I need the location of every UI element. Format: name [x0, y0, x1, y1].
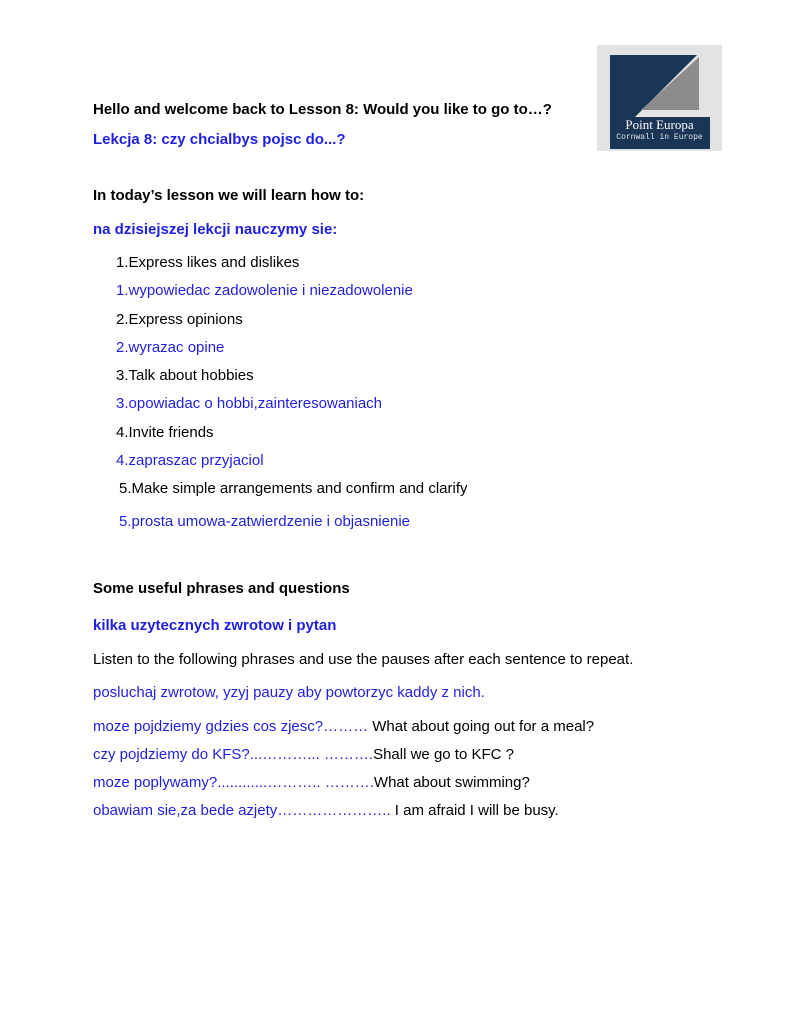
objective-5-pl: 5.prosta umowa-zatwierdzenie i objasnienie: [119, 513, 410, 530]
objective-3-pl: 3.opowiadac o hobbi,zainteresowaniach: [116, 395, 383, 412]
objective-2-pl: 2.wyrazac opine: [116, 339, 225, 356]
lesson-title-en: Hello and welcome back to Lesson 8: Would you like to go to…?: [93, 101, 552, 118]
lesson-title-pl: Lekcja 8: czy chcialbys pojsc do...?: [93, 131, 346, 148]
objective-3-en: 3.Talk about hobbies: [116, 367, 254, 384]
phrase-4-en: I am afraid I will be busy.: [390, 802, 559, 819]
phrases-heading-pl: kilka uzytecznych zwrotow i pytan: [93, 617, 337, 634]
logo-tagline: Cornwall in Europe: [616, 133, 703, 142]
objective-2-en: 2.Express opinions: [116, 311, 243, 328]
instruction-en: Listen to the following phrases and use the pauses after each sentence to repeat.: [93, 651, 634, 668]
phrase-1-pl: moze pojdziemy gdzies cos zjesc?………: [93, 718, 369, 735]
logo-wordmark: Point Europa: [625, 117, 694, 132]
objective-5-en: 5.Make simple arrangements and confirm and clarify: [119, 480, 468, 497]
instruction-pl: posluchaj zwrotow, yzyj pauzy aby powtorzyc kaddy z nich.: [93, 684, 485, 701]
objective-1-pl: 1.wypowiedac zadowolenie i niezadowolenie: [116, 282, 413, 299]
point-europa-logo: [597, 45, 722, 151]
phrase-row-4: [93, 802, 559, 820]
phrases-heading-en: Some useful phrases and questions: [93, 580, 350, 597]
intro-heading-pl: na dzisiejszej lekcji nauczymy sie:: [93, 221, 338, 238]
phrase-3-en: What about swimming?: [373, 774, 530, 791]
intro-heading-en: In today’s lesson we will learn how to:: [93, 187, 365, 204]
objective-1-en: 1.Express likes and dislikes: [116, 254, 300, 271]
objective-4-en: 4.Invite friends: [116, 424, 214, 441]
phrase-row-1: [93, 718, 594, 736]
phrase-1-en: What about going out for a meal?: [368, 718, 595, 735]
phrase-2-en: Shall we go to KFC ?: [373, 746, 514, 763]
phrase-row-3: [93, 774, 530, 792]
phrase-row-2: [93, 746, 514, 764]
objective-4-pl: 4.zapraszac przyjaciol: [116, 452, 264, 469]
phrase-2-pl: czy pojdziemy do KFS?...………... ……….: [93, 746, 374, 763]
phrase-3-pl: moze poplywamy?............……….. ……….: [93, 774, 374, 791]
phrase-4-pl: obawiam sie,za bede azjety…………………..: [93, 802, 391, 819]
